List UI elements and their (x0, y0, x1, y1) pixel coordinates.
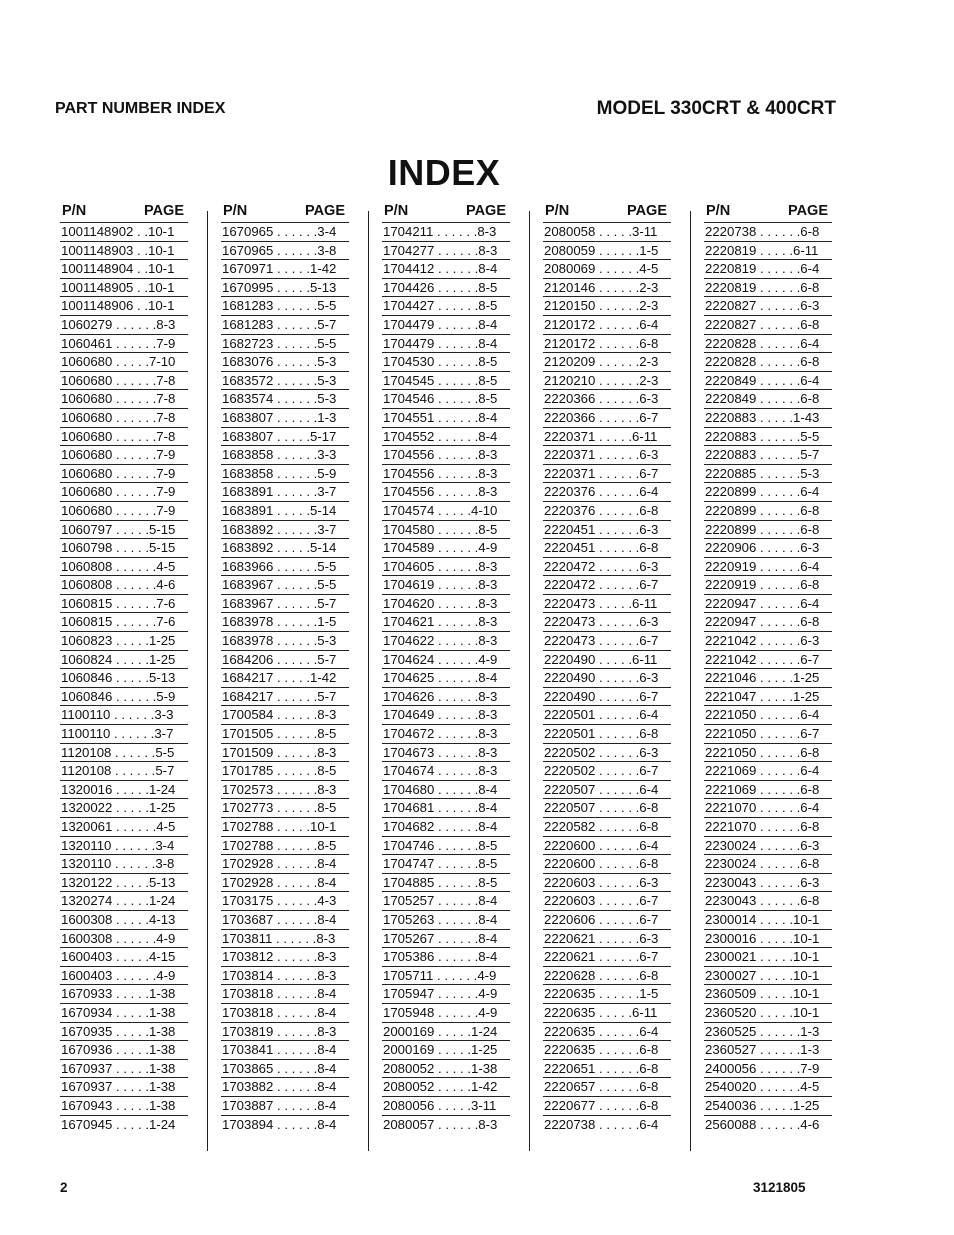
index-entry: 1684206 . . . . . .5-7 (221, 650, 349, 669)
index-entry: 1683891 . . . . . .3-7 (221, 482, 349, 501)
index-columns (60, 203, 840, 1148)
index-entry: 1683966 . . . . . .5-5 (221, 557, 349, 576)
index-entry: 2220490 . . . . .6-11 (543, 650, 671, 669)
index-entry: 2220827 . . . . . .6-8 (704, 315, 832, 334)
index-entry: 1670933 . . . . .1-38 (60, 984, 188, 1003)
index-entry: 2220947 . . . . . .6-8 (704, 612, 832, 631)
index-entry: 2220885 . . . . . .5-3 (704, 464, 832, 483)
index-entry: 1702928 . . . . . .8-4 (221, 873, 349, 892)
index-entry: 1320110 . . . . . .3-8 (60, 854, 188, 873)
index-entry: 1705263 . . . . . .8-4 (382, 910, 510, 929)
index-entry: 1683858 . . . . . .3-3 (221, 445, 349, 464)
index-entry: 1704530 . . . . . .8-5 (382, 352, 510, 371)
index-entry: 2560088 . . . . . .4-6 (704, 1115, 832, 1134)
index-entry: 1704620 . . . . . .8-3 (382, 594, 510, 613)
index-entry: 1060815 . . . . . .7-6 (60, 594, 188, 613)
index-entry: 2360509 . . . . .10-1 (704, 984, 832, 1003)
index-entry: 2230043 . . . . . .6-8 (704, 891, 832, 910)
index-entry: 1060680 . . . . . .7-8 (60, 427, 188, 446)
index-entry: 1701505 . . . . . .8-5 (221, 724, 349, 743)
index-entry: 2220819 . . . . .6-11 (704, 241, 832, 260)
page-title: INDEX (387, 152, 501, 193)
index-entry: 1060808 . . . . . .4-6 (60, 575, 188, 594)
index-entry: 1683891 . . . . .5-14 (221, 501, 349, 520)
index-entry: 2220507 . . . . . .6-4 (543, 780, 671, 799)
index-entry: 1704556 . . . . . .8-3 (382, 482, 510, 501)
index-entry: 2220628 . . . . . .6-8 (543, 966, 671, 985)
index-entry: 1683076 . . . . . .5-3 (221, 352, 349, 371)
index-entry: 2220600 . . . . . .6-4 (543, 836, 671, 855)
index-entry: 1320022 . . . . .1-25 (60, 798, 188, 817)
index-entry: 2360525 . . . . . .1-3 (704, 1022, 832, 1041)
index-entry: 1001148903 . .10-1 (60, 241, 188, 260)
index-entry: 1702788 . . . . .10-1 (221, 817, 349, 836)
index-entry: 2221069 . . . . . .6-8 (704, 780, 832, 799)
index-entry: 1704649 . . . . . .8-3 (382, 705, 510, 724)
index-entry: 2220451 . . . . . .6-8 (543, 538, 671, 557)
index-entry: 1060680 . . . . . .7-9 (60, 501, 188, 520)
index-entry: 1060846 . . . . . .5-9 (60, 687, 188, 706)
index-column (60, 203, 188, 1148)
column-header (60, 203, 188, 222)
index-entry: 1001148905 . .10-1 (60, 278, 188, 297)
index-entry: 2220899 . . . . . .6-8 (704, 501, 832, 520)
index-entry: 1704552 . . . . . .8-4 (382, 427, 510, 446)
index-entry: 1703687 . . . . . .8-4 (221, 910, 349, 929)
index-entry: 2540020 . . . . . .4-5 (704, 1077, 832, 1096)
column-header (382, 203, 510, 222)
index-entry: 2221069 . . . . . .6-4 (704, 761, 832, 780)
index-entry: 2221042 . . . . . .6-7 (704, 650, 832, 669)
index-entry: 2220501 . . . . . .6-8 (543, 724, 671, 743)
pn-header: P/N (62, 203, 87, 219)
index-entry: 1670935 . . . . .1-38 (60, 1022, 188, 1041)
index-entry: 2220899 . . . . . .6-4 (704, 482, 832, 501)
pn-header: P/N (545, 203, 570, 219)
index-entry: 2230024 . . . . . .6-8 (704, 854, 832, 873)
index-entry: 1681283 . . . . . .5-7 (221, 315, 349, 334)
index-entry: 1704622 . . . . . .8-3 (382, 631, 510, 650)
index-entry: 2221047 . . . . .1-25 (704, 687, 832, 706)
index-entry: 2220366 . . . . . .6-7 (543, 408, 671, 427)
index-entry: 2230043 . . . . . .6-3 (704, 873, 832, 892)
index-entry: 1670945 . . . . .1-24 (60, 1115, 188, 1134)
index-entry: 1703894 . . . . . .8-4 (221, 1115, 349, 1134)
document-number: 3121805 (753, 1180, 806, 1195)
index-entry: 2300016 . . . . .10-1 (704, 929, 832, 948)
index-entry: 1060680 . . . . . .7-8 (60, 389, 188, 408)
page-header: PAGE (304, 203, 345, 219)
index-entry: 1704621 . . . . . .8-3 (382, 612, 510, 631)
index-entry: 2220819 . . . . . .6-4 (704, 259, 832, 278)
index-entry: 1704673 . . . . . .8-3 (382, 743, 510, 762)
column-divider (207, 211, 208, 1151)
index-entry: 2120146 . . . . . .2-3 (543, 278, 671, 297)
index-entry: 2220490 . . . . . .6-7 (543, 687, 671, 706)
index-entry: 1600308 . . . . .4-13 (60, 910, 188, 929)
index-entry: 2220376 . . . . . .6-4 (543, 482, 671, 501)
index-entry: 2221050 . . . . . .6-7 (704, 724, 832, 743)
index-entry: 1670943 . . . . .1-38 (60, 1096, 188, 1115)
index-entry: 1705711 . . . . . .4-9 (382, 966, 510, 985)
index-entry: 1683978 . . . . . .5-3 (221, 631, 349, 650)
index-entry: 1060680 . . . . . .7-9 (60, 445, 188, 464)
index-entry: 1703819 . . . . . .8-3 (221, 1022, 349, 1041)
index-entry: 2220473 . . . . . .6-7 (543, 631, 671, 650)
index-entry: 2220582 . . . . . .6-8 (543, 817, 671, 836)
index-entry: 1683572 . . . . . .5-3 (221, 371, 349, 390)
index-entry: 2220473 . . . . .6-11 (543, 594, 671, 613)
index-entry: 1701509 . . . . . .8-3 (221, 743, 349, 762)
index-entry: 1670995 . . . . .5-13 (221, 278, 349, 297)
index-entry: 1704746 . . . . . .8-5 (382, 836, 510, 855)
index-entry: 2080057 . . . . . .8-3 (382, 1115, 510, 1134)
index-entry: 2221070 . . . . . .6-4 (704, 798, 832, 817)
index-entry: 1704589 . . . . . .4-9 (382, 538, 510, 557)
index-entry: 2220502 . . . . . .6-7 (543, 761, 671, 780)
index-entry: 1060680 . . . . . .7-9 (60, 464, 188, 483)
index-entry: 1060461 . . . . . .7-9 (60, 334, 188, 353)
column-divider (529, 211, 530, 1151)
index-entry: 1060823 . . . . .1-25 (60, 631, 188, 650)
index-entry: 1670965 . . . . . .3-4 (221, 222, 349, 241)
index-entry: 1704412 . . . . . .8-4 (382, 259, 510, 278)
index-entry: 1060824 . . . . .1-25 (60, 650, 188, 669)
index-entry: 2220919 . . . . . .6-4 (704, 557, 832, 576)
index-entry: 1060680 . . . . .7-10 (60, 352, 188, 371)
index-entry: 1705947 . . . . . .4-9 (382, 984, 510, 1003)
index-entry: 1704427 . . . . . .8-5 (382, 296, 510, 315)
index-entry: 1670937 . . . . .1-38 (60, 1059, 188, 1078)
index-entry: 1704672 . . . . . .8-3 (382, 724, 510, 743)
index-entry: 1320061 . . . . . .4-5 (60, 817, 188, 836)
index-entry: 1703882 . . . . . .8-4 (221, 1077, 349, 1096)
index-entry: 2220490 . . . . . .6-3 (543, 668, 671, 687)
index-entry: 2221050 . . . . . .6-8 (704, 743, 832, 762)
index-entry: 1683858 . . . . . .5-9 (221, 464, 349, 483)
pn-header: P/N (223, 203, 248, 219)
index-entry: 1681283 . . . . . .5-5 (221, 296, 349, 315)
pn-header: P/N (706, 203, 731, 219)
index-entry: 1100110 . . . . . .3-3 (60, 705, 188, 724)
index-entry: 2220635 . . . . . .1-5 (543, 984, 671, 1003)
index-entry: 1703865 . . . . . .8-4 (221, 1059, 349, 1078)
index-entry: 2220899 . . . . . .6-8 (704, 520, 832, 539)
index-entry: 2220677 . . . . . .6-8 (543, 1096, 671, 1115)
index-entry: 2220371 . . . . . .6-3 (543, 445, 671, 464)
index-entry: 1704885 . . . . . .8-5 (382, 873, 510, 892)
index-entry: 1704680 . . . . . .8-4 (382, 780, 510, 799)
index-entry: 1060279 . . . . . .8-3 (60, 315, 188, 334)
model-title: MODEL 330CRT & 400CRT (596, 98, 836, 119)
index-entry: 2221070 . . . . . .6-8 (704, 817, 832, 836)
index-entry: 2220635 . . . . . .6-8 (543, 1040, 671, 1059)
index-entry: 1704626 . . . . . .8-3 (382, 687, 510, 706)
index-entry: 2300021 . . . . .10-1 (704, 947, 832, 966)
index-entry: 1120108 . . . . . .5-5 (60, 743, 188, 762)
index-entry: 2220451 . . . . . .6-3 (543, 520, 671, 539)
index-entry: 2220507 . . . . . .6-8 (543, 798, 671, 817)
index-entry: 2300014 . . . . .10-1 (704, 910, 832, 929)
index-entry: 2220657 . . . . . .6-8 (543, 1077, 671, 1096)
index-entry: 2120172 . . . . . .6-4 (543, 315, 671, 334)
index-entry: 2220849 . . . . . .6-8 (704, 389, 832, 408)
index-entry: 2400056 . . . . . .7-9 (704, 1059, 832, 1078)
index-entry: 1683892 . . . . . .3-7 (221, 520, 349, 539)
page-header: PAGE (787, 203, 828, 219)
index-entry: 2220635 . . . . . .6-4 (543, 1022, 671, 1041)
index-entry: 2000169 . . . . .1-25 (382, 1040, 510, 1059)
column-header (221, 203, 349, 222)
index-entry: 1320274 . . . . .1-24 (60, 891, 188, 910)
index-entry: 2220738 . . . . . .6-8 (704, 222, 832, 241)
index-entry: 2120172 . . . . . .6-8 (543, 334, 671, 353)
page-number: 2 (60, 1180, 68, 1195)
pn-header: P/N (384, 203, 409, 219)
index-entry: 2220376 . . . . . .6-8 (543, 501, 671, 520)
index-entry: 1684217 . . . . . .5-7 (221, 687, 349, 706)
index-entry: 2220366 . . . . . .6-3 (543, 389, 671, 408)
index-entry: 1704556 . . . . . .8-3 (382, 464, 510, 483)
index-entry: 1703818 . . . . . .8-4 (221, 1003, 349, 1022)
index-entry: 1670934 . . . . .1-38 (60, 1003, 188, 1022)
index-entry: 1060680 . . . . . .7-9 (60, 482, 188, 501)
index-entry: 1702928 . . . . . .8-4 (221, 854, 349, 873)
index-entry: 2220621 . . . . . .6-3 (543, 929, 671, 948)
index-entry: 2220501 . . . . . .6-4 (543, 705, 671, 724)
index-entry: 1683967 . . . . . .5-7 (221, 594, 349, 613)
index-entry: 1704574 . . . . .4-10 (382, 501, 510, 520)
index-entry: 2120210 . . . . . .2-3 (543, 371, 671, 390)
index-entry: 1704479 . . . . . .8-4 (382, 315, 510, 334)
index-entry: 1060797 . . . . .5-15 (60, 520, 188, 539)
index-entry: 1060798 . . . . .5-15 (60, 538, 188, 557)
index-entry: 1600308 . . . . . .4-9 (60, 929, 188, 948)
index-entry: 1704545 . . . . . .8-5 (382, 371, 510, 390)
index-entry: 1060808 . . . . . .4-5 (60, 557, 188, 576)
page-header: PAGE (626, 203, 667, 219)
index-column (704, 203, 832, 1148)
index-entry: 2220600 . . . . . .6-8 (543, 854, 671, 873)
index-entry: 2220502 . . . . . .6-3 (543, 743, 671, 762)
index-entry: 2220947 . . . . . .6-4 (704, 594, 832, 613)
column-divider (690, 211, 691, 1151)
index-entry: 1703814 . . . . . .8-3 (221, 966, 349, 985)
index-entry: 2220371 . . . . . .6-7 (543, 464, 671, 483)
index-entry: 2230024 . . . . . .6-3 (704, 836, 832, 855)
section-title: PART NUMBER INDEX (55, 100, 226, 117)
index-entry: 1100110 . . . . . .3-7 (60, 724, 188, 743)
index-entry: 2220603 . . . . . .6-3 (543, 873, 671, 892)
page-header: PAGE (143, 203, 184, 219)
index-entry: 1600403 . . . . . .4-9 (60, 966, 188, 985)
index-entry: 1600403 . . . . .4-15 (60, 947, 188, 966)
index-entry: 1705257 . . . . . .8-4 (382, 891, 510, 910)
index-entry: 1670936 . . . . .1-38 (60, 1040, 188, 1059)
index-column (221, 203, 349, 1148)
index-entry: 2120209 . . . . . .2-3 (543, 352, 671, 371)
column-header (543, 203, 671, 222)
index-entry: 1704682 . . . . . .8-4 (382, 817, 510, 836)
index-entry: 1683807 . . . . . .1-3 (221, 408, 349, 427)
index-entry: 2080056 . . . . .3-11 (382, 1096, 510, 1115)
index-entry: 1320110 . . . . . .3-4 (60, 836, 188, 855)
index-entry: 1700584 . . . . . .8-3 (221, 705, 349, 724)
index-entry: 2220883 . . . . .1-43 (704, 408, 832, 427)
index-entry: 1701785 . . . . . .8-5 (221, 761, 349, 780)
index-entry: 1704546 . . . . . .8-5 (382, 389, 510, 408)
index-entry: 1704674 . . . . . .8-3 (382, 761, 510, 780)
index-entry: 2220472 . . . . . .6-7 (543, 575, 671, 594)
index-entry: 1702773 . . . . . .8-5 (221, 798, 349, 817)
index-entry: 1670965 . . . . . .3-8 (221, 241, 349, 260)
index-entry: 1703841 . . . . . .8-4 (221, 1040, 349, 1059)
index-entry: 1060680 . . . . . .7-8 (60, 371, 188, 390)
index-entry: 2220906 . . . . . .6-3 (704, 538, 832, 557)
index-entry: 1704605 . . . . . .8-3 (382, 557, 510, 576)
index-entry: 1705267 . . . . . .8-4 (382, 929, 510, 948)
index-entry: 1704580 . . . . . .8-5 (382, 520, 510, 539)
index-entry: 1320122 . . . . .5-13 (60, 873, 188, 892)
index-entry: 2120150 . . . . . .2-3 (543, 296, 671, 315)
index-entry: 1703812 . . . . . .8-3 (221, 947, 349, 966)
index-entry: 1001148904 . .10-1 (60, 259, 188, 278)
index-entry: 2220883 . . . . . .5-5 (704, 427, 832, 446)
index-column (382, 203, 510, 1148)
index-entry: 1705386 . . . . . .8-4 (382, 947, 510, 966)
index-entry: 1670937 . . . . .1-38 (60, 1077, 188, 1096)
index-entry: 2221042 . . . . . .6-3 (704, 631, 832, 650)
index-column (543, 203, 671, 1148)
index-entry: 1683892 . . . . .5-14 (221, 538, 349, 557)
index-entry: 1683807 . . . . .5-17 (221, 427, 349, 446)
index-entry: 1704619 . . . . . .8-3 (382, 575, 510, 594)
index-entry: 2221050 . . . . . .6-4 (704, 705, 832, 724)
index-entry: 2000169 . . . . .1-24 (382, 1022, 510, 1041)
index-entry: 1704556 . . . . . .8-3 (382, 445, 510, 464)
index-entry: 2080052 . . . . .1-38 (382, 1059, 510, 1078)
index-entry: 2080052 . . . . .1-42 (382, 1077, 510, 1096)
index-entry: 2360520 . . . . .10-1 (704, 1003, 832, 1022)
index-entry: 1704211 . . . . . .8-3 (382, 222, 510, 241)
index-entry: 2300027 . . . . .10-1 (704, 966, 832, 985)
index-entry: 1703887 . . . . . .8-4 (221, 1096, 349, 1115)
index-entry: 2220606 . . . . . .6-7 (543, 910, 671, 929)
index-entry: 2220919 . . . . . .6-8 (704, 575, 832, 594)
index-entry: 2220819 . . . . . .6-8 (704, 278, 832, 297)
index-entry: 2220738 . . . . . .6-4 (543, 1115, 671, 1134)
index-entry: 1704625 . . . . . .8-4 (382, 668, 510, 687)
index-entry: 2360527 . . . . . .1-3 (704, 1040, 832, 1059)
index-entry: 2220883 . . . . . .5-7 (704, 445, 832, 464)
index-entry: 1704479 . . . . . .8-4 (382, 334, 510, 353)
index-entry: 1704551 . . . . . .8-4 (382, 408, 510, 427)
index-entry: 1705948 . . . . . .4-9 (382, 1003, 510, 1022)
index-entry: 2220621 . . . . . .6-7 (543, 947, 671, 966)
index-entry: 1060680 . . . . . .7-8 (60, 408, 188, 427)
index-entry: 1683978 . . . . . .1-5 (221, 612, 349, 631)
index-entry: 1704277 . . . . . .8-3 (382, 241, 510, 260)
index-entry: 2220651 . . . . . .6-8 (543, 1059, 671, 1078)
index-entry: 2220827 . . . . . .6-3 (704, 296, 832, 315)
index-entry: 2220472 . . . . . .6-3 (543, 557, 671, 576)
index-entry: 2220635 . . . . .6-11 (543, 1003, 671, 1022)
index-entry: 1703818 . . . . . .8-4 (221, 984, 349, 1003)
index-entry: 1703811 . . . . . .8-3 (221, 929, 349, 948)
index-entry: 2220828 . . . . . .6-4 (704, 334, 832, 353)
index-entry: 1060846 . . . . .5-13 (60, 668, 188, 687)
index-entry: 1704747 . . . . . .8-5 (382, 854, 510, 873)
index-entry: 1001148906 . .10-1 (60, 296, 188, 315)
index-entry: 2080059 . . . . . .1-5 (543, 241, 671, 260)
index-entry: 1320016 . . . . .1-24 (60, 780, 188, 799)
index-entry: 2540036 . . . . .1-25 (704, 1096, 832, 1115)
index-entry: 1060815 . . . . . .7-6 (60, 612, 188, 631)
index-entry: 1704624 . . . . . .4-9 (382, 650, 510, 669)
index-entry: 1702788 . . . . . .8-5 (221, 836, 349, 855)
index-entry: 1682723 . . . . . .5-5 (221, 334, 349, 353)
index-entry: 1702573 . . . . . .8-3 (221, 780, 349, 799)
index-entry: 1683967 . . . . . .5-5 (221, 575, 349, 594)
index-entry: 2080069 . . . . . .4-5 (543, 259, 671, 278)
index-entry: 1703175 . . . . . .4-3 (221, 891, 349, 910)
index-entry: 1684217 . . . . .1-42 (221, 668, 349, 687)
index-entry: 2220473 . . . . . .6-3 (543, 612, 671, 631)
index-entry: 1683574 . . . . . .5-3 (221, 389, 349, 408)
index-entry: 2221046 . . . . .1-25 (704, 668, 832, 687)
index-entry: 2220828 . . . . . .6-8 (704, 352, 832, 371)
index-entry: 1001148902 . .10-1 (60, 222, 188, 241)
index-entry: 2220603 . . . . . .6-7 (543, 891, 671, 910)
index-entry: 1704681 . . . . . .8-4 (382, 798, 510, 817)
column-header (704, 203, 832, 222)
index-entry: 2220371 . . . . .6-11 (543, 427, 671, 446)
index-entry: 2080058 . . . . .3-11 (543, 222, 671, 241)
index-entry: 1704426 . . . . . .8-5 (382, 278, 510, 297)
index-entry: 2220849 . . . . . .6-4 (704, 371, 832, 390)
index-entry: 1670971 . . . . .1-42 (221, 259, 349, 278)
index-entry: 1120108 . . . . . .5-7 (60, 761, 188, 780)
column-divider (368, 211, 369, 1151)
page-header: PAGE (465, 203, 506, 219)
